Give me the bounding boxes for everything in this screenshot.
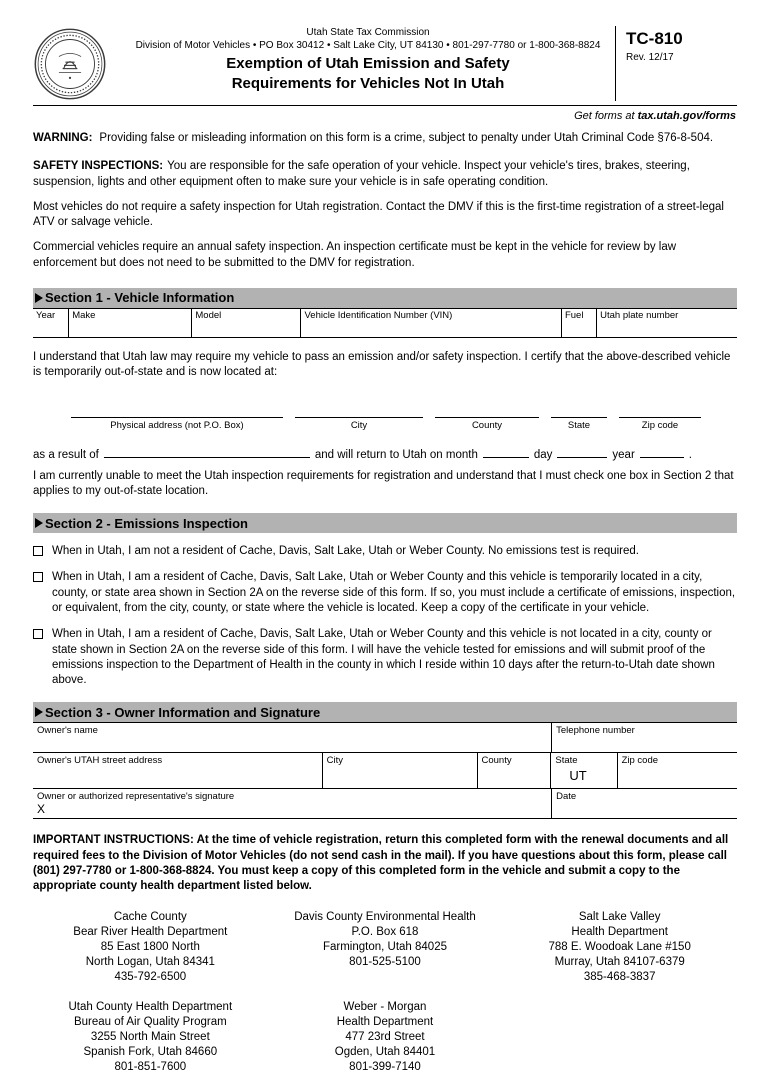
city-label: City bbox=[350, 419, 368, 431]
fuel-field[interactable] bbox=[561, 309, 596, 337]
seal-container bbox=[33, 26, 121, 101]
utah-state-seal-icon bbox=[33, 27, 107, 101]
contact-davis-county bbox=[268, 910, 503, 985]
zip-line[interactable] bbox=[619, 405, 701, 418]
form-title-line1: Exemption of Utah Emission and Safety bbox=[226, 55, 510, 72]
option-2-text: When in Utah, I am a resident of Cache, Davis, Salt Lake, Utah or Weber County and this vehicle is temporarily located in a city, county, or state area shown in Section 2A on the reverse side of this form. If so, you must include a certificate of emissions, inspection, or equivalent, from the city, county, or state where the vehicle is located. Keep a copy of the certificate in your vehicle. bbox=[52, 571, 736, 614]
safety-label: SAFETY INSPECTIONS: bbox=[33, 160, 164, 173]
unable-text: I am currently unable to meet the Utah inspection requirements for registration and understand that I must check one box in Section 2 that applies to my out-of-state location. bbox=[33, 469, 734, 497]
vin-field[interactable] bbox=[300, 309, 560, 337]
contacts-row-1 bbox=[33, 910, 737, 985]
state-line[interactable] bbox=[551, 405, 607, 418]
vin-label: Vehicle Identification Number (VIN) bbox=[304, 309, 453, 321]
signature-label: Owner or authorized representative's signature bbox=[37, 791, 235, 803]
section1-title: Section 1 - Vehicle Information bbox=[45, 290, 235, 306]
contact-phone: 801-399-7140 bbox=[349, 1060, 421, 1073]
section-arrow-icon bbox=[35, 518, 43, 528]
telephone-field[interactable] bbox=[551, 723, 737, 752]
header-center bbox=[121, 26, 615, 101]
owner-state-value: UT bbox=[569, 768, 587, 784]
contact-weber-morgan bbox=[268, 1000, 503, 1075]
get-forms-prefix: Get forms at bbox=[574, 110, 635, 122]
agency-address: Division of Motor Vehicles • PO Box 30412 • Salt Lake City, UT 84130 • 801-297-7780 or 1-800-368-8824 bbox=[135, 39, 601, 51]
agency-name: Utah State Tax Commission bbox=[306, 27, 430, 38]
period: . bbox=[688, 448, 692, 461]
signature-field[interactable] bbox=[33, 789, 551, 818]
fuel-label: Fuel bbox=[564, 309, 584, 321]
contact-phone: 385-468-3837 bbox=[583, 971, 656, 984]
section3-header bbox=[33, 702, 737, 722]
section1-header bbox=[33, 288, 737, 308]
contact-line: Murray, Utah 84107-6379 bbox=[554, 956, 685, 969]
contact-salt-lake-valley bbox=[502, 910, 737, 985]
county-blank bbox=[435, 405, 539, 431]
warning-paragraph bbox=[33, 131, 737, 146]
contact-line: 85 East 1800 North bbox=[100, 941, 200, 954]
contact-line: Weber - Morgan bbox=[343, 1001, 427, 1014]
contact-line: North Logan, Utah 84341 bbox=[85, 956, 215, 969]
contact-line: Bureau of Air Quality Program bbox=[73, 1016, 227, 1029]
option-2-checkbox[interactable] bbox=[33, 572, 43, 582]
owner-city-field[interactable] bbox=[322, 753, 477, 788]
owner-info-table bbox=[33, 722, 737, 819]
owner-city-label: City bbox=[326, 755, 343, 767]
owner-state-label: State bbox=[555, 755, 578, 767]
state-blank bbox=[551, 405, 607, 431]
section2-header bbox=[33, 513, 737, 533]
health-department-list bbox=[33, 910, 737, 1074]
contact-line: Salt Lake Valley bbox=[578, 911, 661, 924]
safety-paragraph bbox=[33, 159, 737, 190]
date-field[interactable] bbox=[551, 789, 737, 818]
county-line[interactable] bbox=[435, 405, 539, 418]
signature-x-mark: X bbox=[37, 802, 46, 817]
reason-blank[interactable] bbox=[104, 446, 310, 458]
contact-line: Spanish Fork, Utah 84660 bbox=[83, 1045, 218, 1058]
get-forms-note bbox=[33, 106, 737, 127]
zip-blank bbox=[619, 405, 701, 431]
month-blank[interactable] bbox=[483, 446, 529, 458]
owner-row-3 bbox=[33, 789, 737, 819]
contact-line: Health Department bbox=[336, 1016, 434, 1029]
day-blank[interactable] bbox=[557, 446, 607, 458]
year-field[interactable] bbox=[33, 309, 68, 337]
emissions-option-3 bbox=[33, 627, 737, 688]
emissions-option-1 bbox=[33, 544, 737, 559]
model-label: Model bbox=[195, 309, 222, 321]
owner-county-label: County bbox=[481, 755, 512, 767]
owner-name-field[interactable] bbox=[33, 723, 551, 752]
get-forms-url: tax.utah.gov/forms bbox=[637, 110, 736, 122]
contact-line: P.O. Box 618 bbox=[351, 926, 419, 939]
safety-paragraph-2: Most vehicles do not require a safety inspection for Utah registration. Contact the DMV if this is the first-time registration of a street-legal ATV or salvage vehicle. bbox=[33, 200, 724, 229]
contact-line: 3255 North Main Street bbox=[90, 1031, 210, 1044]
physical-address-blank bbox=[71, 405, 283, 431]
contact-line: Ogden, Utah 84401 bbox=[334, 1045, 436, 1058]
year-label: year bbox=[612, 448, 635, 461]
physical-address-label: Physical address (not P.O. Box) bbox=[110, 419, 244, 431]
owner-address-field[interactable] bbox=[33, 753, 322, 788]
plate-label: Utah plate number bbox=[600, 309, 679, 321]
contact-line: Davis County Environmental Health bbox=[294, 911, 476, 924]
result-mid: and will return to Utah on month bbox=[314, 448, 478, 461]
return-date-line bbox=[33, 446, 737, 461]
owner-zip-label: Zip code bbox=[621, 755, 659, 767]
contact-line: Utah County Health Department bbox=[68, 1001, 233, 1014]
owner-county-field[interactable] bbox=[477, 753, 551, 788]
owner-row-2 bbox=[33, 753, 737, 789]
form-title-line2: Requirements for Vehicles Not In Utah bbox=[231, 74, 505, 92]
contact-phone: 435-792-6500 bbox=[114, 971, 187, 984]
plate-field[interactable] bbox=[596, 309, 737, 337]
contact-line: 788 E. Woodoak Lane #150 bbox=[548, 941, 691, 954]
contact-line: 477 23rd Street bbox=[345, 1031, 425, 1044]
vehicle-info-table bbox=[33, 308, 737, 338]
day-label: day bbox=[533, 448, 553, 461]
owner-row-1 bbox=[33, 723, 737, 753]
contact-cache-county bbox=[33, 910, 268, 985]
safety-text: You are responsible for the safe operation of your vehicle. Inspect your vehicle's tires, brakes, steering, suspension, lights and other equipment often to make sure your vehicle is in safe operating condition. bbox=[33, 160, 690, 188]
county-label: County bbox=[471, 419, 503, 431]
important-instructions bbox=[33, 833, 737, 894]
telephone-label: Telephone number bbox=[556, 725, 635, 737]
section3-title: Section 3 - Owner Information and Signature bbox=[45, 704, 321, 720]
form-revision: Rev. 12/17 bbox=[626, 52, 674, 63]
owner-state-field[interactable] bbox=[550, 753, 616, 788]
make-label: Make bbox=[72, 309, 96, 321]
contact-line: Bear River Health Department bbox=[73, 926, 228, 939]
date-label: Date bbox=[556, 791, 577, 803]
option-1-text: When in Utah, I am not a resident of Cache, Davis, Salt Lake, Utah or Weber County. No emissions test is required. bbox=[52, 545, 639, 558]
form-title bbox=[121, 54, 615, 93]
section2-title: Section 2 - Emissions Inspection bbox=[45, 515, 248, 531]
model-field[interactable] bbox=[191, 309, 300, 337]
emissions-option-2 bbox=[33, 570, 737, 616]
option-3-checkbox[interactable] bbox=[33, 629, 43, 639]
contact-phone: 801-525-5100 bbox=[349, 956, 421, 969]
instructions-label: IMPORTANT INSTRUCTIONS: bbox=[33, 834, 194, 847]
city-blank bbox=[295, 405, 423, 431]
state-label: State bbox=[567, 419, 591, 431]
option-3-text: When in Utah, I am a resident of Cache, Davis, Salt Lake, Utah or Weber County and this vehicle is not located in a city, county or state shown in Section 2A on the reverse side of this form. I will have the vehicle tested for emissions and will submit proof of the emissions inspection to the Department of Health in the county in which I reside within 10 days after the return-to-Utah date shown above. bbox=[52, 628, 715, 687]
certify-text: I understand that Utah law may require my vehicle to pass an emission and/or safety inspection. I certify that the above-described vehicle is temporarily out-of-state and is now located at: bbox=[33, 350, 731, 379]
location-blanks-row bbox=[71, 405, 701, 431]
zip-label: Zip code bbox=[641, 419, 679, 431]
contact-phone: 801-851-7600 bbox=[114, 1060, 187, 1073]
contact-line: Cache County bbox=[113, 911, 187, 924]
section-arrow-icon bbox=[35, 707, 43, 717]
section-arrow-icon bbox=[35, 293, 43, 303]
contacts-row-2 bbox=[33, 1000, 737, 1075]
contact-line: Health Department bbox=[571, 926, 668, 939]
owner-address-label: Owner's UTAH street address bbox=[37, 755, 163, 767]
instructions-text: At the time of vehicle registration, return this completed form with the renewal documents and all required fees to the Division of Motor Vehicles (do not send cash in the mail). If you have questions about this form, please call (801) 297-7780 or 1-800-368-8824. You must keep a copy of this completed form in the vehicle and submit a copy to the appropriate county health department listed below. bbox=[33, 834, 729, 893]
form-number: TC-810 bbox=[626, 29, 683, 48]
form-number-box bbox=[615, 26, 737, 101]
option-1-checkbox[interactable] bbox=[33, 546, 43, 556]
owner-zip-field[interactable] bbox=[617, 753, 737, 788]
safety-paragraph-3: Commercial vehicles require an annual safety inspection. An inspection certificate must be kept in the vehicle for review by law enforcement but does not need to be submitted to the DMV for registration. bbox=[33, 241, 677, 269]
physical-address-line[interactable] bbox=[71, 405, 283, 418]
contact-empty-slot bbox=[502, 1000, 737, 1075]
contact-line: Farmington, Utah 84025 bbox=[322, 941, 447, 954]
result-prefix: as a result of bbox=[33, 448, 99, 461]
form-header bbox=[33, 26, 737, 106]
year-blank[interactable] bbox=[640, 446, 684, 458]
owner-name-label: Owner's name bbox=[37, 725, 98, 737]
warning-label: WARNING: bbox=[33, 132, 93, 144]
warning-text: Providing false or misleading information on this form is a crime, subject to penalty under Utah Criminal Code §76-8-504. bbox=[99, 132, 714, 144]
city-line[interactable] bbox=[295, 405, 423, 418]
make-field[interactable] bbox=[68, 309, 191, 337]
year-label: Year bbox=[36, 309, 56, 321]
contact-utah-county bbox=[33, 1000, 268, 1075]
